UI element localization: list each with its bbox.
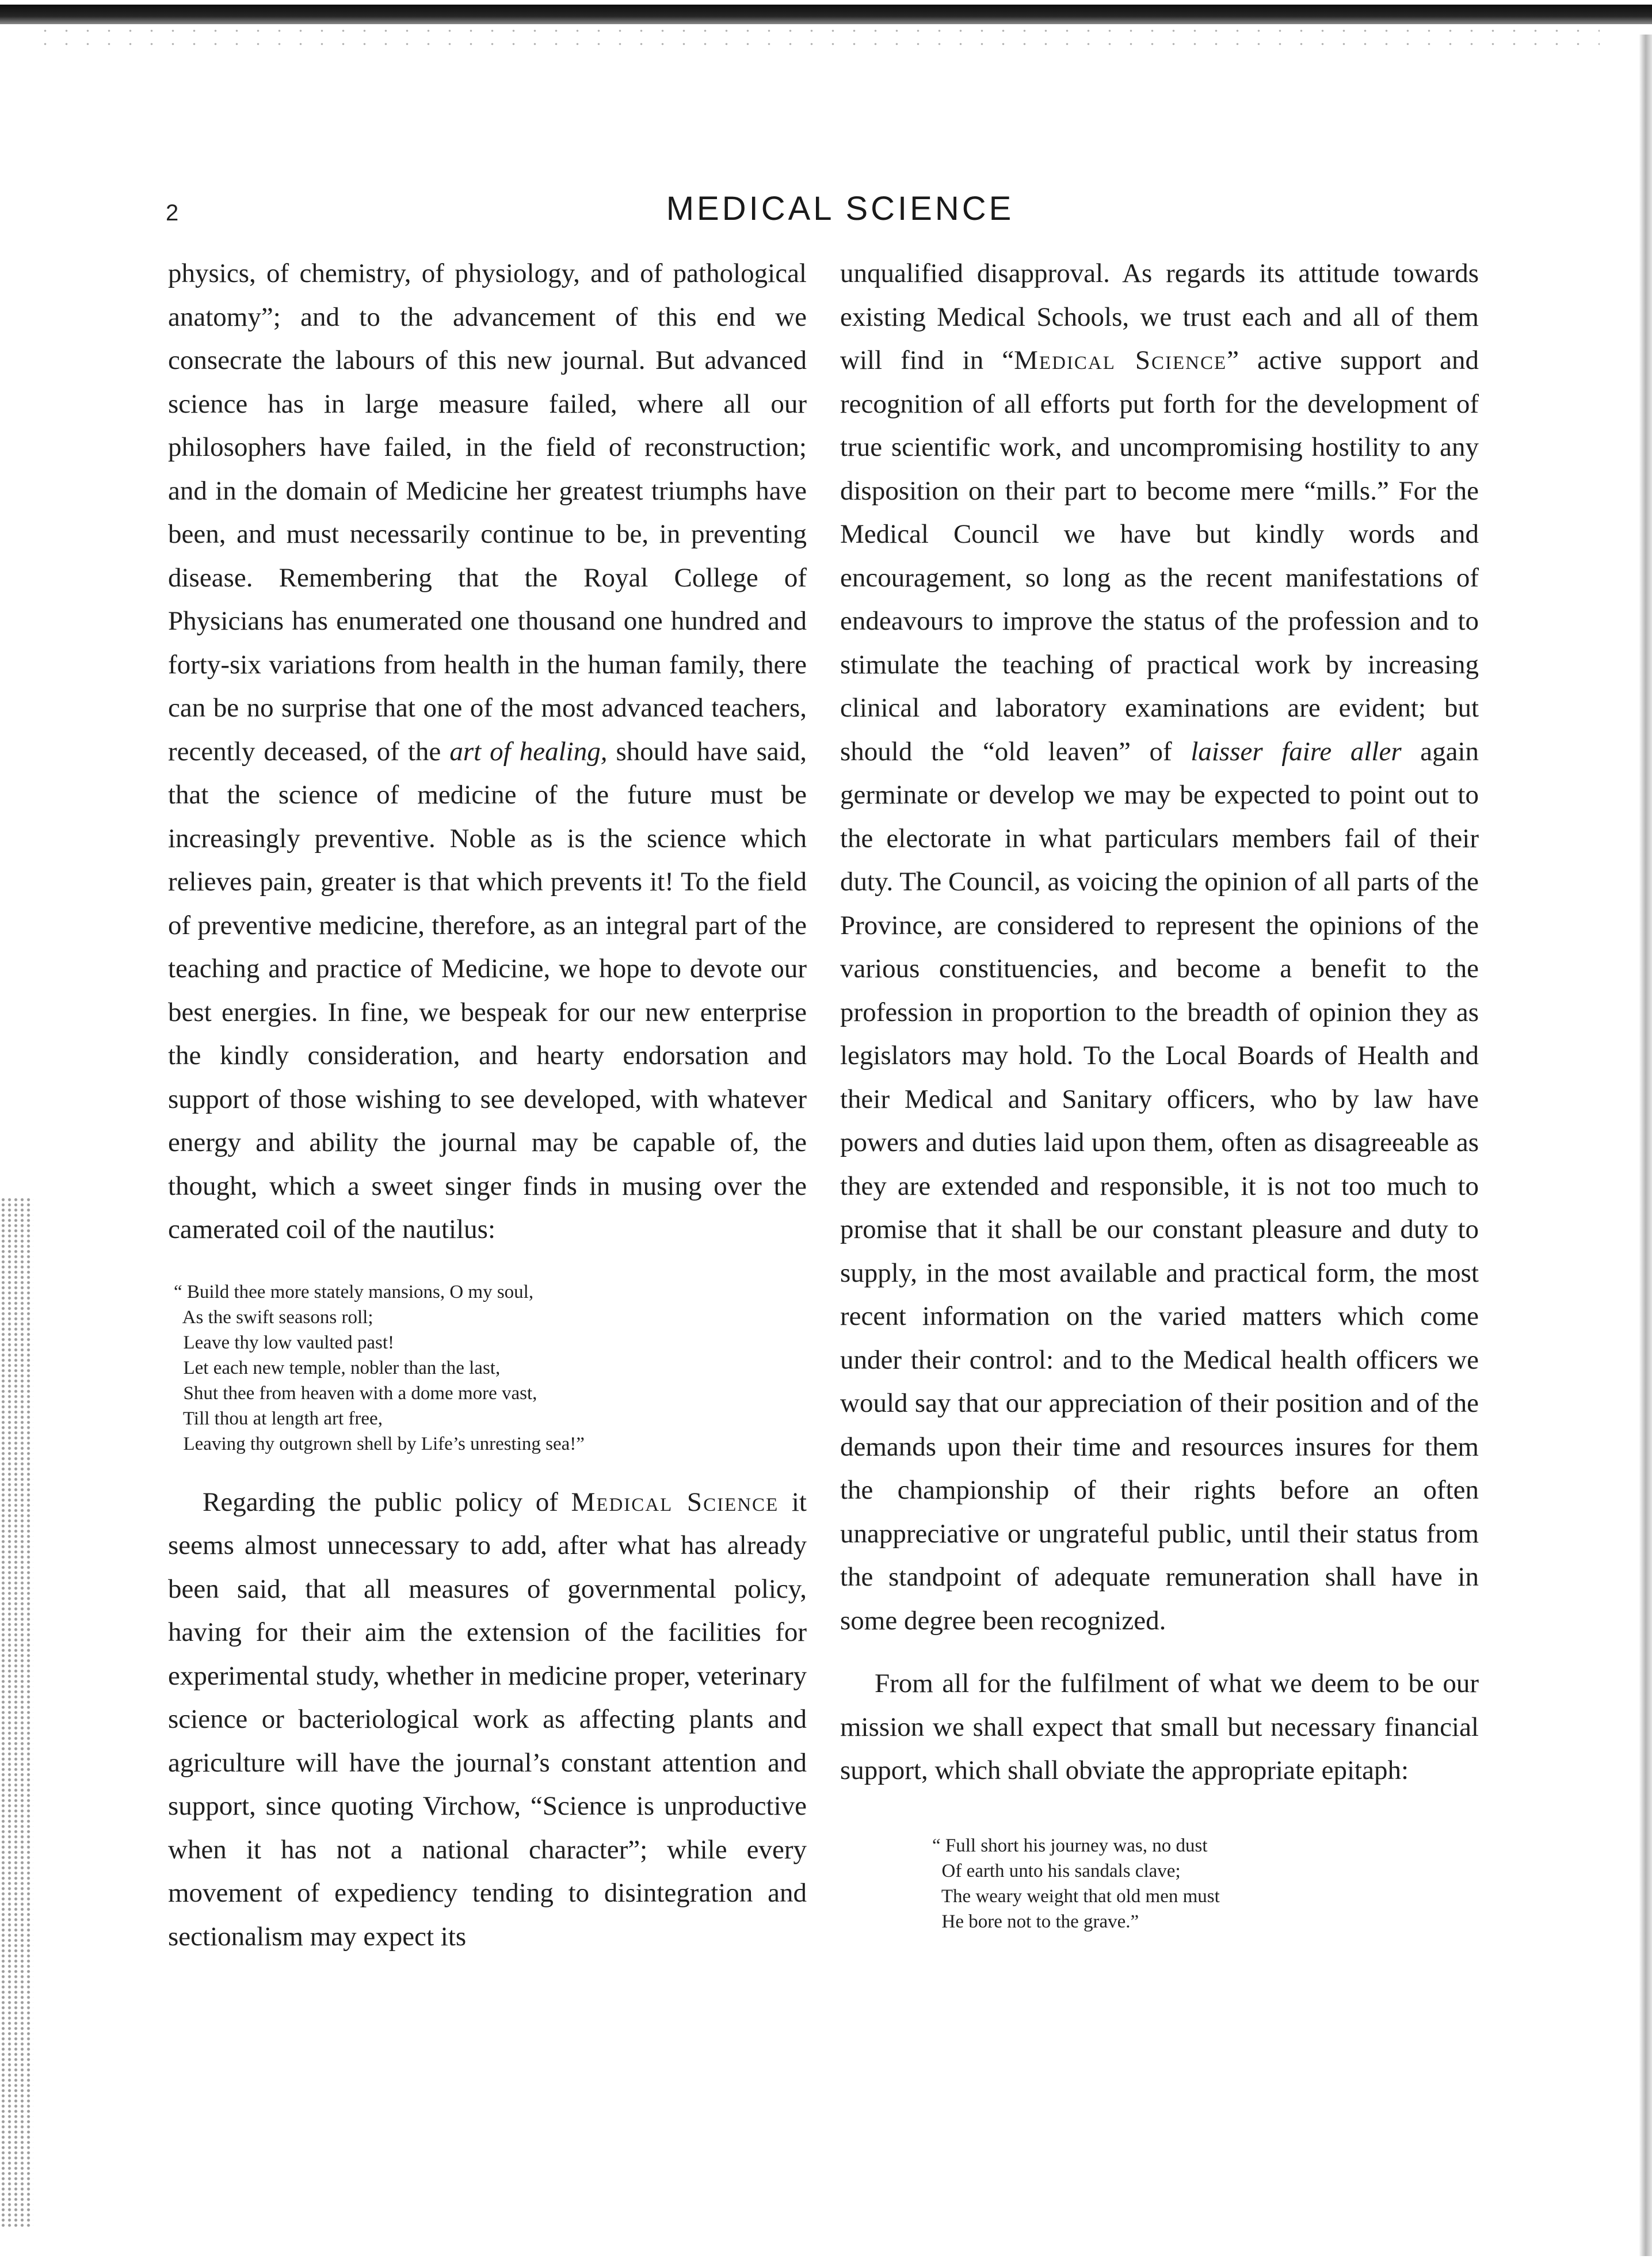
paragraph-gap	[840, 1643, 1479, 1662]
italic-phrase: art of healing,	[449, 736, 608, 767]
left-column	[168, 252, 807, 1959]
scan-noise-top	[35, 24, 1600, 47]
left-para1-end: should have said, that the science of medicine of the future must be increasingly preventive. Noble as is the science which relieves pain, greater is that which prevents it! To the field of preventive medicine, therefore, as an integral part of the teaching and practice of Medicine, we hope to devote our best energies. In fine, we bespeak for our new enterprise the kindly consideration, and hearty endorsation and support of those wishing to see developed, with whatever energy and ability the journal may be capable of, the thought, which a sweet singer finds in musing over the camerated coil of the nautilus:	[168, 736, 807, 1244]
journal-name: Medical Science	[571, 1487, 779, 1517]
page-number: 2	[166, 200, 179, 226]
right-column	[840, 252, 1479, 1934]
left-para1-text: physics, of chemistry, of physiology, and of pathological anatomy”; and to the advancement of this end we consecrate the labours of this new journal. But advanced science has in large measure failed, where all our philosophers have failed, in the field of reconstruction; and in the domain of Medicine her greatest triumphs have been, and must necessarily continue to be, in preventing disease. Remembering that the Royal College of Physicians has enumerated one thousand one hundred and forty-six variations from health in the human family, there can be no surprise that one of the most advanced teachers, recently deceased, of the	[168, 258, 807, 767]
top-border-rule	[0, 5, 1652, 24]
left-paragraph-2	[168, 1481, 807, 1959]
left-para2-start: Regarding the public policy of	[203, 1487, 558, 1517]
running-title: MEDICAL SCIENCE	[666, 190, 1014, 227]
right-para1-end: again germinate or develop we may be expected to point out to the electorate in what particulars members fail of their duty. The Council, as voicing the opinion of all parts of the Province, are considered to represent the opinions of the various constituencies, and become a benefit to the profession in proportion to the breadth of opinion they as legislators may hold. To the Local Boards of Health and their Medical and Sanitary officers, who by law have powers and duties laid upon them, often as disagreeable as they are extended and responsible, it is not too much to promise that it shall be our constant pleasure and duty to supply, in the most available and practical form, the most recent information on the varied matters which come under their control: and to the Medical health officers we would say that our appreciation of their position and of the demands upon their time and resources insures for them the championship of their rights before an often unappreciative or ungrateful public, until their status from the standpoint of adequate remuneration shall have in some degree been recognized.	[840, 736, 1479, 1636]
right-para1-mid: ” active support and recognition of all efforts put forth for the development of true scientific work, and uncompromising hostility to any disposition on their part to become mere “mills.” For the Medical Council we have but kindly words and encouragement, so long as the recent manifestations of endeavours to improve the status of the profession and to stimulate the teaching of practical work by increasing clinical and laboratory examinations are evident; but should the “old leaven” of	[840, 345, 1479, 767]
page-edge-shadow	[1639, 35, 1652, 2256]
italic-phrase: laisser faire aller	[1191, 736, 1402, 767]
left-paragraph-1	[168, 252, 807, 1252]
right-paragraph-2: From all for the fulfilment of what we deem to be our mission we shall expect that small but necessary financial support, which shall obviate the appropriate epitaph:	[840, 1668, 1479, 1785]
poem-quote: “ Build thee more stately mansions, O my soul, As the swift seasons roll; Leave thy low vaulted past! Let each new temple, nobler than the last, Shut thee from heaven with a dome more vast, Till thou at length art free, Leaving thy outgrown shell by Life’s unresting sea!”	[174, 1281, 585, 1454]
left-para2-end: it seems almost unnecessary to add, after what has already been said, that all measures of governmental policy, having for their aim the extension of the facilities for experimental study, whether in medicine proper, veterinary science or bacteriological work as affecting plants and agriculture will have the journal’s constant attention and support, since quoting Virchow, “Science is unproductive when it has not a national character”; while every movement of expediency tending to disintegration and sectionalism may expect its	[168, 1487, 807, 1952]
binding-edge-marks	[0, 1197, 33, 2227]
epitaph-quote: “ Full short his journey was, no dust Of earth unto his sandals clave; The weary weight that old men must He bore not to the grave.”	[932, 1835, 1220, 1932]
journal-name: Medical Science	[1014, 345, 1227, 375]
right-paragraph-1	[840, 252, 1479, 1643]
right-para1-start: unqualified disapproval. As regards its attitude towards existing Medical Schools, we trust each and all of them will find in “	[840, 258, 1479, 375]
